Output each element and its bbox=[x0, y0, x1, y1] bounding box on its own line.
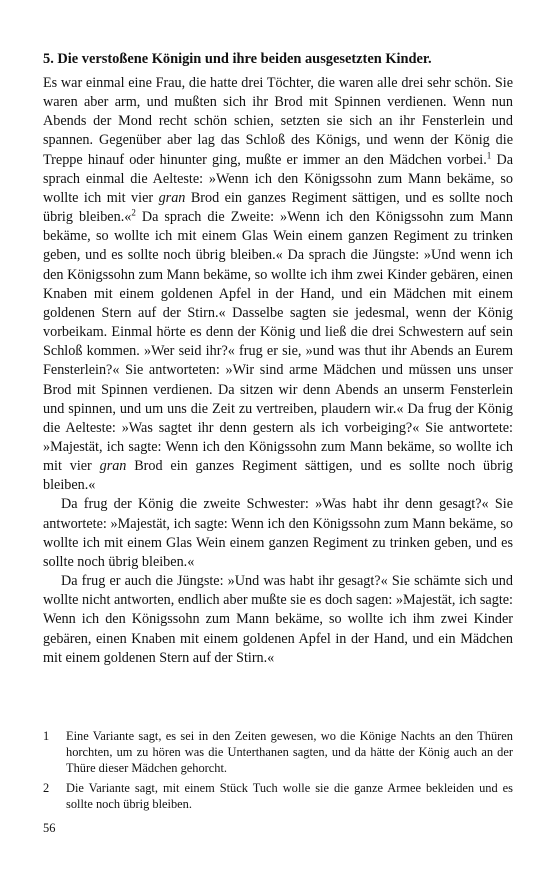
footnote-marker: 2 bbox=[131, 207, 136, 218]
chapter-heading: 5. Die verstoßene Königin und ihre beiden ausgesetzten Kinder. bbox=[43, 51, 432, 67]
footnotes bbox=[43, 728, 513, 816]
text-run: Da sprach die Zweite: »Wenn ich den Königssohn zum Mann bekäme, so wollte ich mit einem Glas Wein einem ganzen Regiment zu trinken geben, und es sollte noch übrig bleiben.« Da sprach die Jüngste: »Und wenn ich den Königssohn zum Mann bekäme, so wollte ich ihm zwei Kinder gebären, einen Knaben mit einem goldenen Apfel in der Hand, und ein Mädchen mit einem goldenen Stern auf der Stirn.« Dasselbe sagten sie jedesmal, wenn der König vorbeikam. Einmal hörte es denn der König und ließ die drei Schwestern auf sein Schloß kommen. »Wer seid ihr?« frug er sie, »und was thut ihr Abends an Eurem Fensterlein?« Sie antworteten: »Wir sind arme Mädchen und müssen uns unser Brod mit Spinnen verdienen. Da sitzen wir denn Abends an unserm Fensterlein und spinnen, und um uns die Zeit zu vertreiben, plaudern wir.« Da frug der König die Aelteste: »Was sagtet ihr denn gestern als ich vorbeiging?« Sie antwortete: »Majestät, ich sagte: Wenn ich den Königssohn zum Mann bekäme, so wollte ich mit vier bbox=[43, 209, 513, 475]
text-run: Da sprach einmal die Aelteste: »Wenn ich den Königssohn zum Mann bekäme, so wollte ich mit vier bbox=[43, 151, 513, 206]
paragraph-3 bbox=[43, 572, 513, 668]
italic-word: gran bbox=[158, 189, 186, 206]
story-body bbox=[43, 74, 513, 668]
italic-word: gran bbox=[99, 458, 127, 475]
paragraph-2 bbox=[43, 495, 513, 572]
footnote-1 bbox=[43, 728, 513, 776]
footnote-marker: 1 bbox=[486, 149, 492, 160]
footnote-text: Eine Variante sagt, es sei in den Zeiten gewesen, wo die Könige Nachts an den Thüren horchten, um zu hören was die Unterthanen sagten, und da hätte der König auch an der Thüre dieser Mädchen gehorcht. bbox=[66, 729, 513, 775]
text-run: Brod ein ganzes Regiment sättigen, und es sollte noch übrig bleiben.« bbox=[43, 189, 513, 226]
footnote-text: Die Variante sagt, mit einem Stück Tuch wolle sie die ganze Armee bekleiden und es sollte noch übrig bleiben. bbox=[66, 781, 513, 811]
footnote-number: 2 bbox=[43, 781, 50, 795]
paragraph-1 bbox=[43, 74, 513, 495]
footnote-2 bbox=[43, 780, 513, 812]
text-run: Da frug der König die zweite Schwester: »Was habt ihr denn gesagt?« Sie antwortete: »Majestät, ich sagte: Wenn ich den Königssohn zum Mann bekäme, so wollte ich mit einem Glas Wein einem ganzen Regiment zu trinken geben, und es sollte noch übrig bleiben.« bbox=[43, 496, 513, 570]
page-number: 56 bbox=[43, 821, 56, 835]
text-run: Da frug er auch die Jüngste: »Und was habt ihr gesagt?« Sie schämte sich und wollte nicht antworten, endlich aber mußte sie es doch sagen: »Majestät, ich sagte: Wenn ich den Königssohn zum Mann bekäme, so wollte ich ihm zwei Kinder gebären, einen Knaben mit einem goldenen Apfel in der Hand, und ein Mädchen mit einem goldenen Stern auf der Stirn.« bbox=[43, 573, 513, 666]
footnote-number: 1 bbox=[43, 729, 50, 743]
text-run: Es war einmal eine Frau, die hatte drei Töchter, die waren alle drei sehr schön. Sie waren aber arm, und mußten sich ihr Brod mit Spinnen verdienen. Wenn nun Abends der Mond recht schön schien, setzten sie sich an ihr Fensterlein und spannen. Gegenüber aber lag das Schloß des Königs, und wenn der König die Treppe hinauf oder hinunter ging, mußte er immer an den Mädchen vorbei. bbox=[43, 75, 513, 168]
text-run: Brod ein ganzes Regiment sättigen, und es sollte noch übrig bleiben.« bbox=[43, 458, 513, 494]
